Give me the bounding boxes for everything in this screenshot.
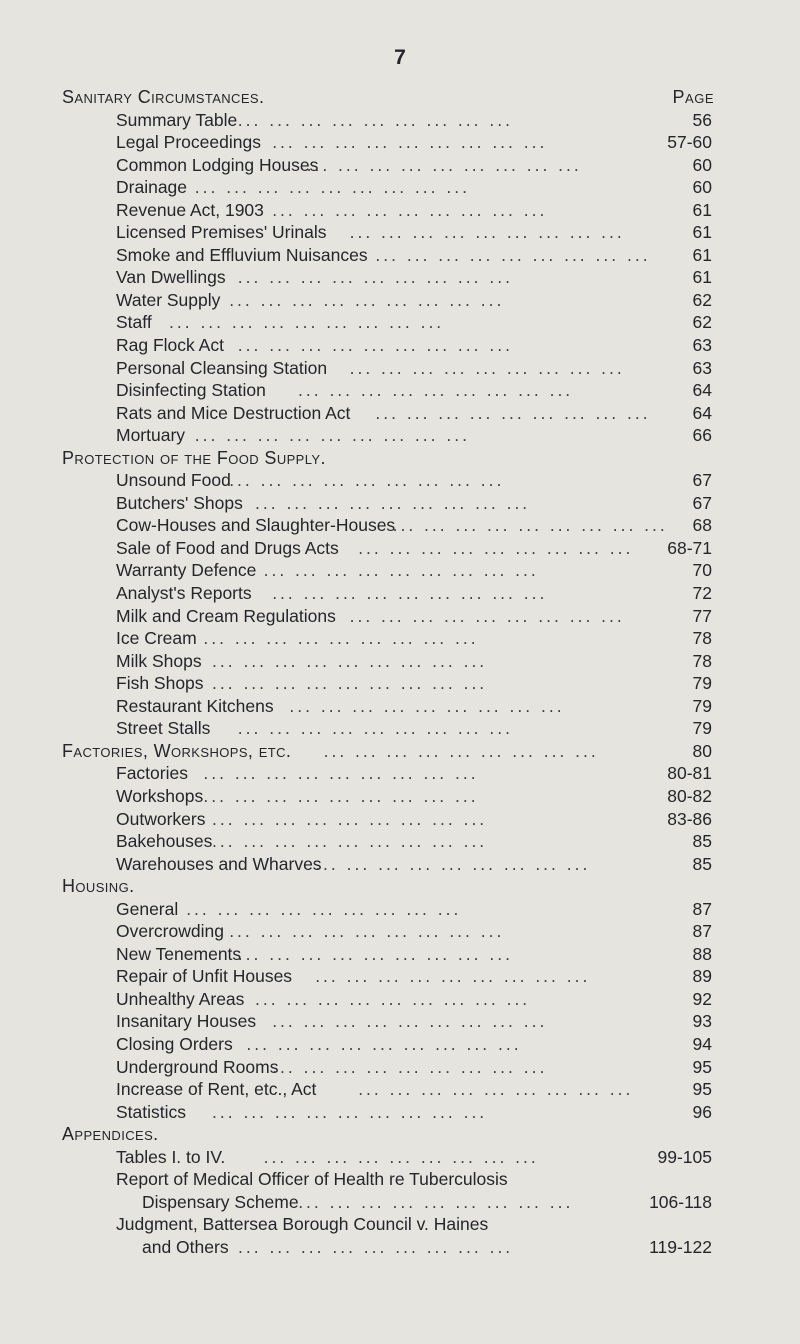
toc-row <box>0 492 800 515</box>
leader-dots: ... ... ... ... ... ... ... ... ... <box>272 583 548 604</box>
entry-page[interactable]: 94 <box>692 1033 712 1054</box>
leader-dots: ... ... ... ... ... ... ... ... ... <box>358 537 634 558</box>
entry-page[interactable]: 93 <box>692 1011 712 1032</box>
leader-dots: ... ... ... ... ... ... ... ... ... <box>358 1079 634 1100</box>
entry-label: Statistics <box>116 1101 187 1122</box>
entry-label: New Tenements <box>116 943 242 964</box>
leader-dots: ... ... ... ... ... ... ... ... ... <box>298 380 574 401</box>
entry-label: Common Lodging Houses <box>116 154 319 175</box>
entry-page[interactable]: 79 <box>692 718 712 739</box>
entry-page[interactable]: 95 <box>692 1079 712 1100</box>
toc-row <box>0 176 800 199</box>
leader-dots: ... ... ... ... ... ... ... ... ... <box>203 785 479 806</box>
leader-dots: ... ... ... ... ... ... ... ... ... <box>203 628 479 649</box>
toc-row <box>0 1168 800 1191</box>
entry-page[interactable]: 78 <box>692 650 712 671</box>
entry-label: Increase of Rent, etc., Act <box>116 1079 317 1100</box>
toc-row <box>0 1010 800 1033</box>
toc-row <box>0 627 800 650</box>
entry-page[interactable]: 57-60 <box>667 132 712 153</box>
entry-label: Judgment, Battersea Borough Council v. Haines <box>116 1214 489 1235</box>
leader-dots: ... ... ... ... ... ... ... ... ... <box>272 132 548 153</box>
entry-page[interactable]: 96 <box>692 1101 712 1122</box>
entry-page[interactable]: 87 <box>692 898 712 919</box>
leader-dots: ... ... ... ... ... ... ... ... ... <box>375 402 651 423</box>
leader-dots: ... ... ... ... ... ... ... ... ... <box>237 109 513 130</box>
entry-page[interactable]: 89 <box>692 966 712 987</box>
entry-label: Milk Shops <box>116 650 202 671</box>
entry-page[interactable]: 61 <box>692 244 712 265</box>
section-heading-appendices: Appendices. <box>62 1124 159 1145</box>
toc-row <box>0 537 800 560</box>
entry-label: Summary Table <box>116 109 238 130</box>
entry-page[interactable]: 77 <box>692 605 712 626</box>
entry-page[interactable]: 61 <box>692 267 712 288</box>
toc-row <box>0 311 800 334</box>
leader-dots: ... ... ... ... ... ... ... ... ... <box>255 988 531 1009</box>
toc-row <box>0 1146 800 1169</box>
leader-dots: ... ... ... ... ... ... ... ... ... <box>229 470 505 491</box>
leader-dots: ... ... ... ... ... ... ... ... ... <box>237 335 513 356</box>
toc-row <box>0 514 800 537</box>
section-heading-food: Protection of the Food Supply. <box>62 447 326 468</box>
entry-page[interactable]: 72 <box>692 583 712 604</box>
entry-page[interactable]: 79 <box>692 673 712 694</box>
toc-row <box>0 695 800 718</box>
toc-row <box>0 740 800 763</box>
entry-page[interactable]: 60 <box>692 154 712 175</box>
entry-page[interactable]: 67 <box>692 492 712 513</box>
toc-row <box>0 1056 800 1079</box>
entry-label: Butchers' Shops <box>116 492 243 513</box>
leader-dots: ... ... ... ... ... ... ... ... ... <box>263 1146 539 1167</box>
entry-label: Outworkers <box>116 808 206 829</box>
entry-label-continued: Dispensary Scheme <box>142 1191 299 1212</box>
leader-dots: ... ... ... ... ... ... ... ... ... <box>392 515 668 536</box>
leader-dots: ... ... ... ... ... ... ... ... ... <box>349 605 625 626</box>
leader-dots: ... ... ... ... ... ... ... ... ... <box>229 289 505 310</box>
toc-row <box>0 289 800 312</box>
toc-row <box>0 605 800 628</box>
entry-label: General <box>116 898 179 919</box>
entry-label: Cow-Houses and Slaughter-Houses <box>116 515 396 536</box>
toc-row <box>0 131 800 154</box>
leader-dots: ... ... ... ... ... ... ... ... ... <box>349 222 625 243</box>
toc-row <box>0 447 800 470</box>
leader-dots: ... ... ... ... ... ... ... ... ... <box>375 244 651 265</box>
section-heading-housing: Housing. <box>62 876 135 897</box>
toc-row <box>0 559 800 582</box>
entry-label: Water Supply <box>116 289 221 310</box>
toc-row <box>0 808 800 831</box>
leader-dots: ... ... ... ... ... ... ... ... ... <box>237 718 513 739</box>
toc-row <box>0 785 800 808</box>
entry-label: Warehouses and Wharves <box>116 853 322 874</box>
entry-label: Rag Flock Act <box>116 335 224 356</box>
entry-page[interactable]: 88 <box>692 943 712 964</box>
toc-row <box>0 853 800 876</box>
entry-page[interactable]: 62 <box>692 312 712 333</box>
toc-row <box>0 898 800 921</box>
page-number: 7 <box>394 46 406 69</box>
entry-page[interactable]: 61 <box>692 199 712 220</box>
entry-page[interactable]: 106-118 <box>649 1191 712 1212</box>
entry-page[interactable]: 95 <box>692 1056 712 1077</box>
toc-row <box>0 672 800 695</box>
entry-label-continued: and Others <box>142 1236 229 1257</box>
entry-label: Licensed Premises' Urinals <box>116 222 327 243</box>
toc-row <box>0 717 800 740</box>
leader-dots: ... ... ... ... ... ... ... ... ... <box>263 560 539 581</box>
entry-label: Rats and Mice Destruction Act <box>116 402 351 423</box>
toc-row <box>0 830 800 853</box>
leader-dots: ... ... ... ... ... ... ... ... ... <box>238 1236 514 1257</box>
leader-dots: ... ... ... ... ... ... ... ... ... <box>212 831 488 852</box>
leader-dots: ... ... ... ... ... ... ... ... ... <box>237 267 513 288</box>
entry-label: Closing Orders <box>116 1033 233 1054</box>
toc-row <box>0 334 800 357</box>
entry-label: Street Stalls <box>116 718 211 739</box>
toc-row <box>0 650 800 673</box>
leader-dots: ... ... ... ... ... ... ... ... ... <box>289 695 565 716</box>
entry-page[interactable]: 87 <box>692 921 712 942</box>
table-of-contents <box>0 86 800 1258</box>
entry-label: Tables I. to IV. <box>116 1146 226 1167</box>
toc-row <box>0 1078 800 1101</box>
entry-page[interactable]: 66 <box>692 425 712 446</box>
leader-dots: ... ... ... ... ... ... ... ... ... <box>246 1033 522 1054</box>
entry-label: Legal Proceedings <box>116 132 261 153</box>
entry-page[interactable]: 64 <box>692 380 712 401</box>
entry-page[interactable]: 62 <box>692 289 712 310</box>
toc-row <box>0 1101 800 1124</box>
leader-dots: ... ... ... ... ... ... ... ... ... <box>237 943 513 964</box>
entry-page[interactable]: 68 <box>692 515 712 536</box>
entry-page[interactable]: 67 <box>692 470 712 491</box>
toc-row <box>0 875 800 898</box>
entry-label: Unhealthy Areas <box>116 988 245 1009</box>
leader-dots: ... ... ... ... ... ... ... ... ... <box>272 199 548 220</box>
entry-label: Underground Rooms <box>116 1056 279 1077</box>
toc-row <box>0 424 800 447</box>
leader-dots: ... ... ... ... ... ... ... ... ... <box>349 357 625 378</box>
toc-row <box>0 109 800 132</box>
toc-row <box>0 221 800 244</box>
toc-row <box>0 379 800 402</box>
toc-row <box>0 199 800 222</box>
leader-dots: ... ... ... ... ... ... ... ... ... <box>315 853 591 874</box>
toc-row <box>0 920 800 943</box>
entry-label: Sale of Food and Drugs Acts <box>116 537 339 558</box>
leader-dots: ... ... ... ... ... ... ... ... ... <box>212 1101 488 1122</box>
entry-label: Milk and Cream Regulations <box>116 605 336 626</box>
entry-page[interactable]: 83-86 <box>667 808 712 829</box>
toc-row <box>0 266 800 289</box>
entry-label: Unsound Food <box>116 470 231 491</box>
toc-row <box>0 943 800 966</box>
leader-dots: ... ... ... ... ... ... ... ... ... <box>186 898 462 919</box>
entry-page[interactable]: 64 <box>692 402 712 423</box>
entry-label: Restaurant Kitchens <box>116 695 274 716</box>
entry-label: Ice Cream <box>116 628 197 649</box>
entry-label: Analyst's Reports <box>116 583 252 604</box>
entry-page[interactable]: 119-122 <box>649 1236 712 1257</box>
entry-label: Drainage <box>116 177 188 198</box>
entry-label: Disinfecting Station <box>116 380 266 401</box>
entry-label: Van Dwellings <box>116 267 226 288</box>
toc-row <box>0 244 800 267</box>
leader-dots: ... ... ... ... ... ... ... ... ... <box>194 425 470 446</box>
toc-row <box>0 402 800 425</box>
toc-row <box>0 1236 800 1259</box>
toc-row <box>0 1213 800 1236</box>
entry-page[interactable]: 56 <box>692 109 712 130</box>
leader-dots: ... ... ... ... ... ... ... ... ... <box>212 673 488 694</box>
entry-label: Insanitary Houses <box>116 1011 257 1032</box>
toc-row <box>0 1033 800 1056</box>
entry-label: Warranty Defence <box>116 560 257 581</box>
entry-page[interactable]: 85 <box>692 831 712 852</box>
entry-page[interactable]: 80-82 <box>667 785 712 806</box>
leader-dots: ... ... ... ... ... ... ... ... ... <box>298 1191 574 1212</box>
entry-label: Smoke and Effluvium Nuisances <box>116 244 368 265</box>
leader-dots: ... ... ... ... ... ... ... ... ... <box>255 492 531 513</box>
entry-page[interactable]: 68-71 <box>667 537 712 558</box>
entry-page[interactable]: 85 <box>692 853 712 874</box>
leader-dots: ... ... ... ... ... ... ... ... ... <box>203 763 479 784</box>
toc-row <box>0 86 800 109</box>
entry-label: Workshops <box>116 785 204 806</box>
entry-label: Revenue Act, 1903 <box>116 199 264 220</box>
entry-page[interactable]: 80 <box>692 740 712 761</box>
entry-page[interactable]: 63 <box>692 357 712 378</box>
leader-dots: ... ... ... ... ... ... ... ... ... <box>272 1056 548 1077</box>
page-column-label: Page <box>672 87 714 107</box>
entry-label: Bakehouses <box>116 831 213 852</box>
toc-row <box>0 965 800 988</box>
entry-page[interactable]: 79 <box>692 695 712 716</box>
toc-row <box>0 582 800 605</box>
entry-label: Report of Medical Officer of Health re Tuberculosis <box>116 1169 508 1190</box>
leader-dots: ... ... ... ... ... ... ... ... ... <box>315 966 591 987</box>
leader-dots: ... ... ... ... ... ... ... ... ... <box>272 1011 548 1032</box>
leader-dots: ... ... ... ... ... ... ... ... ... <box>323 740 599 761</box>
leader-dots: ... ... ... ... ... ... ... ... ... <box>169 312 445 333</box>
entry-label: Mortuary <box>116 425 186 446</box>
toc-row <box>0 154 800 177</box>
toc-row <box>0 762 800 785</box>
entry-page[interactable]: 63 <box>692 335 712 356</box>
entry-label: Personal Cleansing Station <box>116 357 328 378</box>
entry-page[interactable]: 60 <box>692 177 712 198</box>
entry-page[interactable]: 99-105 <box>657 1146 712 1167</box>
leader-dots: ... ... ... ... ... ... ... ... ... <box>306 154 582 175</box>
entry-label: Factories <box>116 763 188 784</box>
toc-row <box>0 469 800 492</box>
section-heading-sanitary: Sanitary Circumstances. <box>62 87 265 107</box>
toc-row <box>0 988 800 1011</box>
leader-dots: ... ... ... ... ... ... ... ... ... <box>212 650 488 671</box>
toc-row <box>0 357 800 380</box>
toc-row <box>0 1191 800 1214</box>
entry-label: Staff <box>116 312 152 333</box>
entry-label: Repair of Unfit Houses <box>116 966 293 987</box>
toc-row <box>0 1123 800 1146</box>
entry-page[interactable]: 80-81 <box>667 763 712 784</box>
leader-dots: ... ... ... ... ... ... ... ... ... <box>229 921 505 942</box>
entry-page[interactable]: 78 <box>692 628 712 649</box>
entry-page[interactable]: 61 <box>692 222 712 243</box>
entry-page[interactable]: 70 <box>692 560 712 581</box>
section-heading-factories: Factories, Workshops, etc. <box>62 740 292 761</box>
leader-dots: ... ... ... ... ... ... ... ... ... <box>212 808 488 829</box>
entry-label: Fish Shops <box>116 673 204 694</box>
entry-label: Overcrowding <box>116 921 224 942</box>
entry-page[interactable]: 92 <box>692 988 712 1009</box>
leader-dots: ... ... ... ... ... ... ... ... ... <box>194 177 470 198</box>
